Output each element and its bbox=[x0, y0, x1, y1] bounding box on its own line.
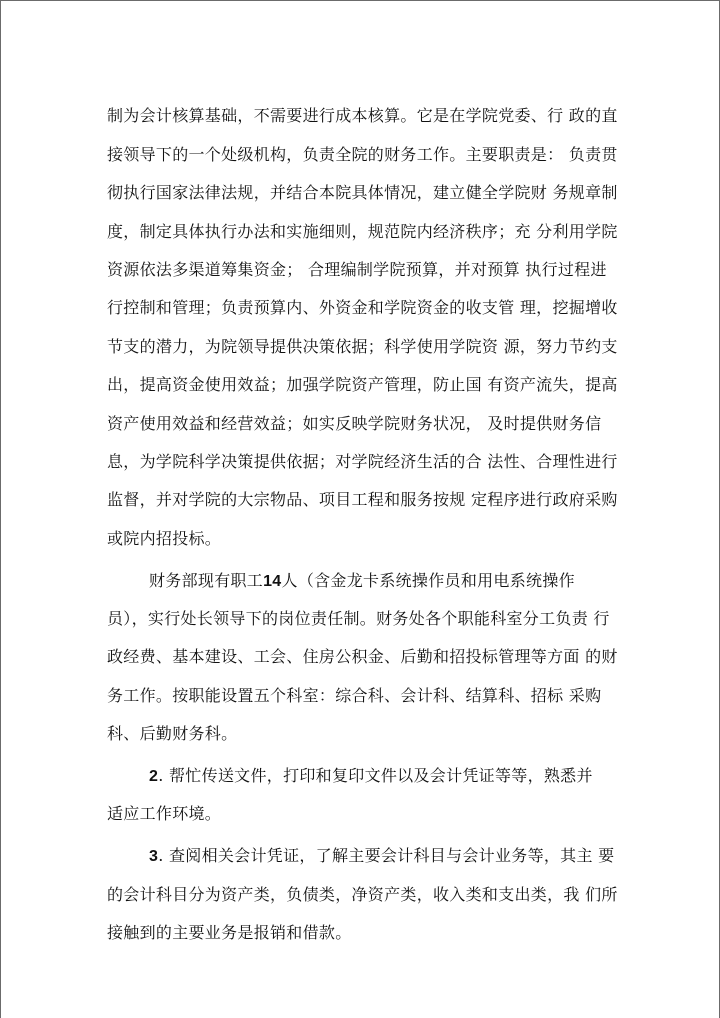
paragraph-line: 节支的潜力，为院领导提供决策依据；科学使用学院资 源，努力节约支 bbox=[107, 337, 618, 356]
staff-count: 14 bbox=[263, 573, 282, 590]
paragraph-line: 适应工作环境。 bbox=[107, 804, 222, 823]
paragraph-line: 政经费、基本建设、工会、住房公积金、后勤和招投标管理等方面 的财 bbox=[107, 647, 618, 666]
paragraph-line: 度，制定具体执行办法和实施细则，规范院内经济秩序；充 分利用学院 bbox=[107, 222, 618, 241]
paragraph-line: 监督，并对学院的大宗物品、项目工程和服务按规 定程序进行政府采购 bbox=[107, 490, 618, 509]
paragraph-line: 或院内招投标。 bbox=[107, 529, 222, 548]
paragraph-line: 的会计科目分为资产类，负债类，净资产类，收入类和支出类，我 们所 bbox=[107, 885, 618, 904]
paragraph-text: 财务部现有职工 bbox=[149, 571, 264, 590]
paragraph-line: 彻执行国家法律法规，并结合本院具体情况，建立健全学院财 务规章制 bbox=[107, 183, 618, 202]
paragraph-line: 接触到的主要业务是报销和借款。 bbox=[107, 923, 352, 942]
paragraph-line: 资源依法多渠道筹集资金； 合理编制学院预算，并对预算 执行过程进 bbox=[107, 260, 607, 279]
paragraph-line bbox=[149, 846, 614, 867]
paragraph-line: 务工作。按职能设置五个科室：综合科、会计科、结算科、招标 采购 bbox=[107, 686, 602, 705]
paragraph-line: 接领导下的一个处级机构，负责全院的财务工作。主要职责是： 负责贯 bbox=[107, 145, 618, 164]
paragraph-line: 出，提高资金使用效益；加强学院资产管理，防止国 有资产流失，提高 bbox=[107, 375, 618, 394]
paragraph-line bbox=[149, 571, 575, 592]
paragraph-line: 员），实行处长领导下的岗位责任制。财务处各个职能科室分工负责 行 bbox=[107, 609, 610, 628]
item-number: 3 bbox=[149, 848, 159, 865]
paragraph-line bbox=[149, 766, 593, 787]
item-number: 2 bbox=[149, 768, 159, 785]
paragraph-text: . 帮忙传送文件，打印和复印文件以及会计凭证等等，熟悉并 bbox=[158, 766, 593, 785]
paragraph-line: 科、后勤财务科。 bbox=[107, 724, 238, 743]
paragraph-text: 人（含金龙卡系统操作员和用电系统操作 bbox=[281, 571, 575, 590]
paragraph-line: 资产使用效益和经营效益；如实反映学院财务状况， 及时提供财务信 bbox=[107, 414, 602, 433]
paragraph-line: 息，为学院科学决策提供依据；对学院经济生活的合 法性、合理性进行 bbox=[107, 452, 618, 471]
paragraph-text: . 查阅相关会计凭证，了解主要会计科目与会计业务等，其主 要 bbox=[158, 846, 615, 865]
paragraph-line: 行控制和管理；负责预算内、外资金和学院资金的收支管 理，挖掘增收 bbox=[107, 298, 618, 317]
paragraph-line: 制为会计核算基础，不需要进行成本核算。它是在学院党委、行 政的直 bbox=[107, 106, 618, 125]
